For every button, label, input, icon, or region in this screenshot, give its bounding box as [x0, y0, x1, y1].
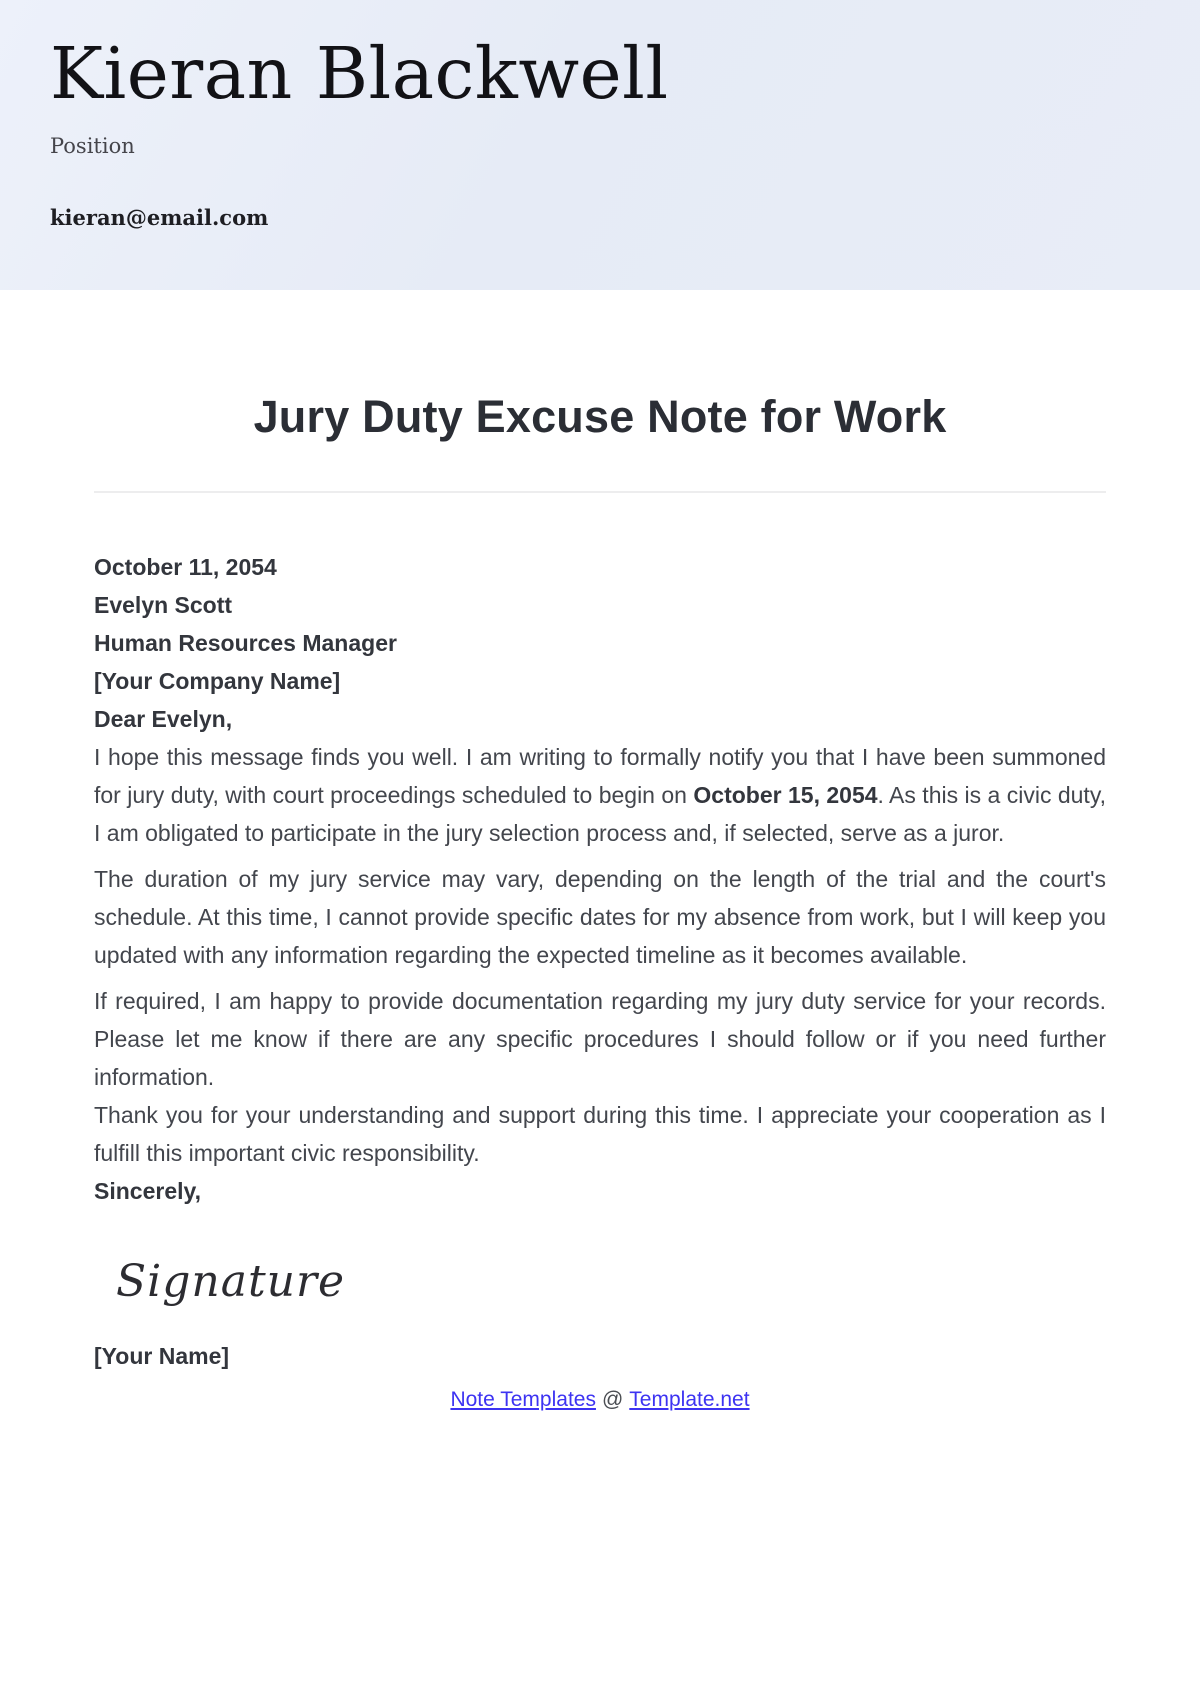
- company-placeholder: [Your Company Name]: [94, 668, 341, 694]
- court-date-bold: October 15, 2054: [693, 782, 878, 808]
- recipient-title: Human Resources Manager: [94, 630, 397, 656]
- salutation: Dear Evelyn,: [94, 706, 233, 732]
- sender-position: Position: [50, 134, 135, 158]
- signature-script: Signature: [116, 1256, 346, 1307]
- at-separator: @: [601, 1387, 624, 1411]
- document-title: Jury Duty Excuse Note for Work: [253, 391, 947, 442]
- paragraph-1: [94, 738, 1106, 852]
- sender-name: Kieran Blackwell: [50, 32, 669, 115]
- attribution-footer: [94, 1385, 1106, 1415]
- template-net-link[interactable]: Template.net: [629, 1387, 750, 1411]
- letter-document: [0, 391, 1200, 1415]
- sender-email: kieran@email.com: [50, 205, 269, 231]
- recipient-name: Evelyn Scott: [94, 592, 233, 618]
- letter-body: [94, 548, 1106, 1375]
- paragraph-2: The duration of my jury service may vary, depending on the length of the trial and the court's schedule. At this time, I cannot provide specific dates for my absence from work, but I will keep you updated with any information regarding the expected timeline as it becomes available.: [94, 866, 1106, 968]
- name-placeholder: [Your Name]: [94, 1342, 230, 1369]
- paragraph-1-text: I hope this message finds you well. I am writing to formally notify you that I have been summoned for jury duty, with court proceedings scheduled to begin on: [94, 744, 1106, 808]
- paragraph-4: Thank you for your understanding and support during this time. I appreciate your cooperation as I fulfill this important civic responsibility.: [94, 1102, 1106, 1166]
- paragraph-3: If required, I am happy to provide documentation regarding my jury duty service for your records. Please let me know if there are any specific procedures I should follow or if you need further information.: [94, 988, 1106, 1090]
- paragraph-1-text-continued: . As this is a civic duty, I am obligated to participate in the jury selection process and, if selected, serve as a juror.: [94, 782, 1107, 846]
- note-templates-link[interactable]: Note Templates: [450, 1387, 596, 1411]
- closing-salutation: Sincerely,: [94, 1178, 201, 1204]
- letterhead: [0, 0, 1200, 290]
- divider-line: [94, 491, 1106, 493]
- letter-date: October 11, 2054: [94, 554, 277, 580]
